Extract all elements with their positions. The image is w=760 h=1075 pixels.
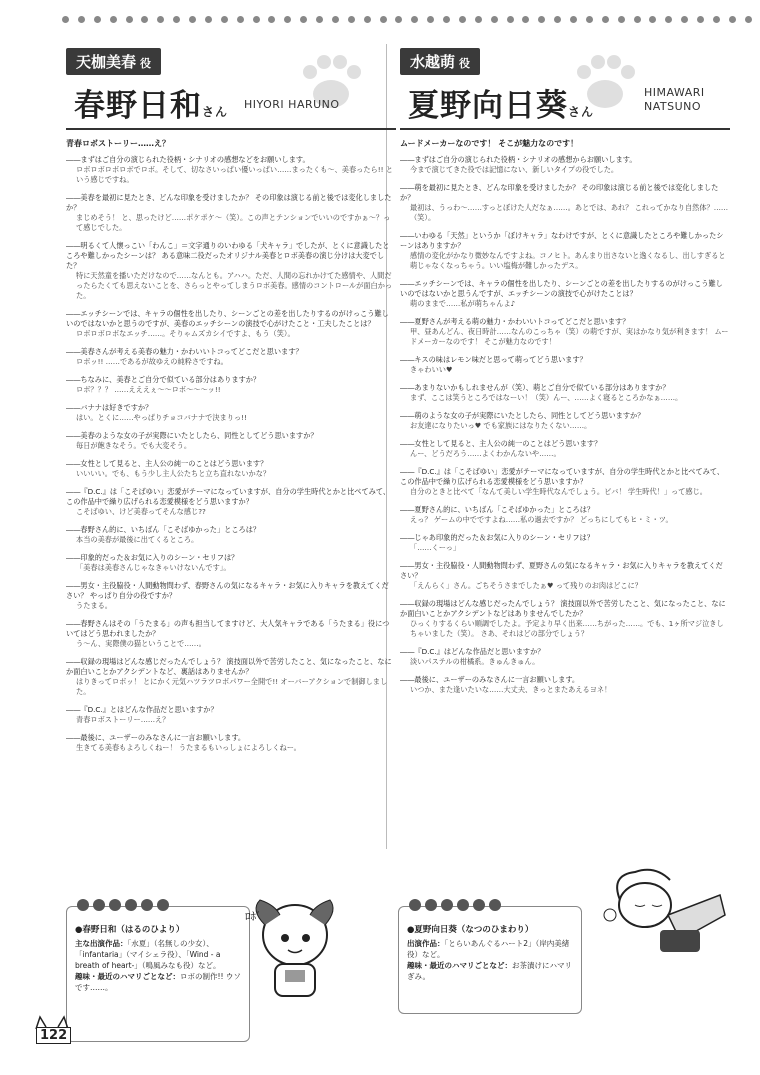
interview-question: ――『D.C.』は「こそばゆい」恋愛がテーマになっていますが、自分の学生時代とかと比べてみて、この作品中で繰り広げられる恋愛模様をどう思いますか？: [400, 467, 725, 486]
interview-question: ――男女・主役脇役・人間動物問わず、夏野さんの気になるキャラ・お気に入りキャラを教えてください？: [400, 561, 723, 580]
border-dot: [491, 16, 498, 23]
interview-answer: うたまる。: [76, 601, 112, 610]
profile-value: 「水夏」（名無しの少女）、「infantaria」（マイシェラ役）、「Wind - a breath of heart-」（鳴風みなも役）など。: [75, 939, 221, 970]
interview-answer: はい。とくに……やっぱりチョコバナナで決まりっ!!: [76, 413, 247, 422]
interview-answer: 「美春は美春さんじゃなきゃいけないんです」。: [76, 563, 231, 572]
profile-box-left: [66, 906, 250, 1042]
profile-value: お茶漬けにハマリぎみ。: [407, 961, 572, 981]
role-tag-suffix: 役: [140, 57, 152, 70]
interview-question: ――まずはご自分の演じられた役柄・シナリオの感想などをお願いします。: [66, 155, 310, 164]
actor-name-suffix: さん: [568, 105, 595, 119]
border-dot: [348, 16, 355, 23]
interview-question: ――春野さんはその「うたまる」の声も担当してますけど、大人気キャラである「うたまる」役についてはどう思われましたか？: [66, 619, 390, 638]
chibi-sleeping-girl-illustration: [600, 860, 730, 970]
interview-question: ――夏野さん的に、いちばん「こそばゆかった」ところは？: [400, 505, 595, 514]
interview-answer: いいいい。でも、もう少し主人公たちと立ち直れないかな？: [76, 469, 271, 478]
border-dot: [126, 16, 133, 23]
actor-name-text: 春野日和: [74, 88, 202, 124]
interview-question: ――収録の現場はどんな感じだったんでしょう？ 演技面以外で苦労したこと、気になったこと、なにか面白いことかアクシデントなど、裏話はありませんか？: [66, 657, 392, 676]
interview-question: ――まずはご自分の演じられた役柄・シナリオの感想からお願いします。: [400, 155, 637, 164]
border-dot: [268, 16, 275, 23]
interview-answer: ロボ？？？ ……えええぇ～～ロボ～～～ッ!!: [76, 385, 221, 394]
actor-name: [408, 80, 594, 125]
interview-answer: 青春ロボストーリー……え？: [76, 715, 170, 724]
border-dot: [570, 16, 577, 23]
interview-answer: ロボロボロボロボでロボ。そして、切なさいっぱい優いっぱい……まったくも～、美春ったら!! という感じですね。: [76, 165, 393, 184]
border-dot: [697, 16, 704, 23]
interview-question: ――女性として見ると、主人公の純一のことはどう思います？: [400, 439, 602, 448]
border-dot: [681, 16, 688, 23]
border-dot: [618, 16, 625, 23]
border-dot: [538, 16, 545, 23]
border-dot: [110, 16, 117, 23]
border-dot: [157, 16, 164, 23]
qa-list: [66, 155, 396, 753]
profile-key: 主な出演作品：: [75, 939, 128, 948]
profile-dots: [409, 899, 501, 911]
interview-question: ――美春を最初に見たとき、どんな印象を受けましたか？ その印象は演じる前と後では変化しましたか？: [66, 193, 392, 212]
interview-question: ――萌を最初に見たとき、どんな印象を受けましたか？ その印象は演じる前と後では変化しましたか？: [400, 183, 719, 202]
interview-question: ――『D.C.』とはどんな作品だと思いますか？: [66, 705, 218, 714]
qa-list: [400, 155, 730, 695]
border-dot: [665, 16, 672, 23]
border-dot: [332, 16, 339, 23]
role-tag-name: 水越萌: [410, 53, 456, 71]
chibi-robot-girl-illustration: [240, 890, 340, 1010]
interview-answer: まず、ここは笑うところではなーい！（笑）んー、……よく寝るところかなぁ……。: [410, 393, 683, 402]
interview-answer: 毎日が飽きなそう。でも大変そう。: [76, 441, 192, 450]
interview-answer: いつか、また逢いたいな……大丈夫、きっとまたあえるヨネ！: [410, 685, 612, 694]
profile-title: ●夏野向日葵（なつのひまわり）: [407, 925, 534, 935]
border-dot: [62, 16, 69, 23]
page-number: [32, 1015, 72, 1045]
interview-question: ――あまりないかもしれませんが（笑）、萌とご自分で似ている部分はありますか？: [400, 383, 670, 392]
profile-key: 趣味・最近のハマリごとなど：: [407, 961, 512, 970]
interview-answer: ロボロボロボなエッチ……。そりゃムズカシイですよ、もう（笑）。: [76, 329, 295, 338]
interview-question: ――収録の現場はどんな感じだったんでしょう？ 演技面以外で苦労したこと、気になったこと、なにか面白いことかアクシデントなどはありませんでしたか？: [400, 599, 726, 618]
border-dot: [713, 16, 720, 23]
interview-question: ――『D.C.』はどんな作品だと思いますか？: [400, 647, 545, 656]
interview-answer: 自分のときと比べて「なんて美しい学生時代なんでしょう。ビバ！ 学生時代！」って感じ。: [410, 487, 707, 496]
border-dot: [634, 16, 641, 23]
profile-key: 出演作品：: [407, 939, 445, 948]
interview-answer: 感情の変化がかなり微妙なんですよね。コノヒト。あんまり出さないと逸くなるし、出しすぎると萌じゃなくなっちゃう。いい塩梅が難しかったデス。: [410, 251, 726, 270]
border-dot: [586, 16, 593, 23]
interview-question: ――いわゆる「天然」というか「ぼけキャラ」なわけですが、とくに意識したところや難しかったシーンはありますか？: [400, 231, 724, 250]
border-dot: [78, 16, 85, 23]
profile-value: 「とらいあんぐるハート2」（岸内美緒役）など。: [407, 939, 570, 959]
left-interview-column: [66, 44, 396, 753]
border-dot: [364, 16, 371, 23]
interview-question: ――印象的だった＆お気に入りのシーン・セリフは？: [66, 553, 239, 562]
interview-question: ――じゃあ印象的だった＆お気に入りのシーン・セリフは？: [400, 533, 594, 542]
interview-answer: 萌のままで……私が萌ちゃんよ♪: [410, 299, 516, 308]
interview-lead: 青春ロボストーリー……え？: [66, 139, 170, 148]
interview-question: ――夏野さんが考える萌の魅力・かわいいトコってどこだと思います？: [400, 317, 630, 326]
interview-question: ――バナナは好きですか？: [66, 403, 153, 412]
interview-question: ――最後に、ユーザーのみなさんに一言お願いします。: [66, 733, 246, 742]
svg-text:ﾛﾎﾞ: ﾛﾎﾞ: [245, 910, 262, 923]
interview-answer: 「えんらく」さん。ごちそうさまでしたぁ♥ って残りのお肉はどこに？: [410, 581, 642, 590]
border-dot: [459, 16, 466, 23]
actor-romaji: HIYORI HARUNO: [244, 98, 340, 111]
top-dot-border: [62, 16, 752, 30]
actor-name-suffix: さん: [202, 105, 229, 119]
interview-answer: お友達になりたいっ♥ でも家族にはなりたくない……。: [410, 421, 592, 430]
border-dot: [745, 16, 752, 23]
right-header: [400, 44, 730, 130]
border-dot: [507, 16, 514, 23]
border-dot: [94, 16, 101, 23]
interview-question: ――萌のような女の子が実際にいたとしたら、同性としてどう思いますか？: [400, 411, 645, 420]
border-dot: [380, 16, 387, 23]
interview-question: ――最後に、ユーザーのみなさんに一言お願いします。: [400, 675, 580, 684]
border-dot: [602, 16, 609, 23]
profile-row: [75, 971, 241, 993]
interview-lead: ムードメーカーなのです！ そこが魅力なのです！: [400, 139, 579, 148]
interview-answer: 今まで演じてきた役では記憶にない、新しいタイプの役でした。: [410, 165, 619, 174]
border-dot: [443, 16, 450, 23]
interview-answer: ひっくりするくらい順調でしたよ。予定より早く出来……ちがった……。でも、1ヶ所マジ泣きしちゃいました（笑）。 さあ、それはどの部分でしょう？: [410, 619, 724, 638]
interview-question: ――春野さん的に、いちばん「こそばゆかった」ところは？: [66, 525, 261, 534]
border-dot: [205, 16, 212, 23]
interview-answer: きゃわいい♥: [410, 365, 453, 374]
interview-answer: まじめそう！ と、思ったけど……ポケポケ～（笑）。この声とテンションでいいのですかぁ～？って感じでした。: [76, 213, 391, 232]
profile-title: ●春野日和（はるのひより）: [75, 925, 185, 935]
interview-answer: ロボッ!! ……であるが故ゆえの純粋さですね。: [76, 357, 228, 366]
interview-answer: 甲、昼あんどん、夜日時計……なんのこっちゃ（笑）の萌ですが、実はかなり気が利きます！ ムードメーカーなのです！ そこが魅力なのです！: [410, 327, 729, 346]
left-header: [66, 44, 396, 130]
interview-question: ――美春のような女の子が実際にいたとしたら、同性としてどう思いますか？: [66, 431, 318, 440]
border-dot: [395, 16, 402, 23]
border-dot: [253, 16, 260, 23]
interview-question: ――明るくて人懐っこい「わんこ」＝文字通りのいわゆる「犬キャラ」でしたが、とくに意識したところや難しかったシーンは？ ある意味二役だったオリジナル美春とロボ美春の演じ分けは大変でした？: [66, 241, 390, 270]
interview-question: ――男女・主役脇役・人間動物問わず、春野さんの気になるキャラ・お気に入りキャラを教えてください？ やっぱり自分の役ですか？: [66, 581, 389, 600]
interview-answer: こそばゆい、けど美春ってそんな感じ??: [76, 507, 206, 516]
border-dot: [522, 16, 529, 23]
role-tag-name: 天枷美春: [76, 53, 137, 71]
interview-answer: 特に天然童を播いただけなので……なんとも。アハハ。ただ、人間の忘れかけてた感情や、人間だったらたくても思えないことを、さらっとやってしまうロボ美春。感情のコントロールが面白かった。: [76, 271, 393, 300]
interview-answer: えっ？ ゲームの中でですよね……私の過去ですか？ どっちにしてもヒ・ミ・ツ。: [410, 515, 673, 524]
border-dot: [427, 16, 434, 23]
role-tag: [66, 48, 161, 75]
border-dot: [189, 16, 196, 23]
interview-answer: う～ん、実際僕の猫ということで……。: [76, 639, 206, 648]
actor-romaji-last: NATSUNO: [644, 100, 702, 113]
actor-name: [74, 80, 228, 125]
border-dot: [237, 16, 244, 23]
border-dot: [554, 16, 561, 23]
border-dot: [141, 16, 148, 23]
interview-answer: 生きてる美春もよろしくねー！ うたまるもいっしょによろしくねー。: [76, 743, 301, 752]
interview-question: ――エッチシーンでは、キャラの個性を出したり、シーンごとの差を出したりするのがけっこう難しいのではないかと思うんですが、エッチシーンの演技で心がけたことは？: [400, 279, 723, 298]
interview-answer: 淡いパステルの柑橘系。きゅんきゅん。: [410, 657, 540, 666]
profile-row: [407, 960, 573, 982]
interview-answer: はりきってロボッ！ とにかく元気ハツラツロボパワー全開で!! オーバーアクションで制御しました。: [76, 677, 388, 696]
interview-answer: 本当の美春が最後に出てくるところ。: [76, 535, 199, 544]
border-dot: [221, 16, 228, 23]
border-dot: [173, 16, 180, 23]
actor-name-text: 夏野向日葵: [408, 88, 568, 124]
border-dot: [284, 16, 291, 23]
interview-question: ――キスの味はレモン味だと思って萌ってどう思います？: [400, 355, 587, 364]
role-tag-suffix: 役: [459, 57, 471, 70]
border-dot: [729, 16, 736, 23]
interview-question: ――美春さんが考える美春の魅力・かわいいトコってどこだと思います？: [66, 347, 303, 356]
profile-row: [407, 938, 573, 960]
border-dot: [411, 16, 418, 23]
right-interview-column: [400, 44, 730, 695]
interview-question: ――ちなみに、美春とご自分で似ている部分はありますか？: [66, 375, 261, 384]
interview-question: ――『D.C.』は「こそばゆい」恋愛がテーマになっていますが、自分の学生時代とかと比べてみて、この作品中で繰り広げられる恋愛模様をどう思いますか？: [66, 487, 391, 506]
border-dot: [649, 16, 656, 23]
interview-question: ――エッチシーンでは、キャラの個性を出したり、シーンごとの差を出したりするのがけっこう難しいのではないかと思うのですが、美春のエッチシーンの演技で心がけたこと・工夫したことは？: [66, 309, 389, 328]
profile-key: 趣味・最近のハマリごとなど：: [75, 972, 180, 981]
page-number-text: 122: [36, 1027, 71, 1044]
border-dot: [300, 16, 307, 23]
profile-value: ロボの制作!! ウソです……。: [75, 972, 241, 992]
actor-romaji-first: HIMAWARI: [644, 86, 705, 99]
profile-box-right: [398, 906, 582, 1014]
interview-answer: 最初は、うっわ～……すっとぼけた人だなぁ……。あとでは、あれ？ これってかなり自然体？……（笑）。: [410, 203, 729, 222]
profile-row: [75, 938, 241, 971]
role-tag: [400, 48, 480, 75]
interview-answer: んー、どうだろう……よくわかんないや……。: [410, 449, 561, 458]
profile-dots: [77, 899, 169, 911]
interview-answer: 「……くーっ」: [410, 543, 461, 552]
border-dot: [316, 16, 323, 23]
border-dot: [475, 16, 482, 23]
interview-question: ――女性として見ると、主人公の純一のことはどう思います？: [66, 459, 268, 468]
